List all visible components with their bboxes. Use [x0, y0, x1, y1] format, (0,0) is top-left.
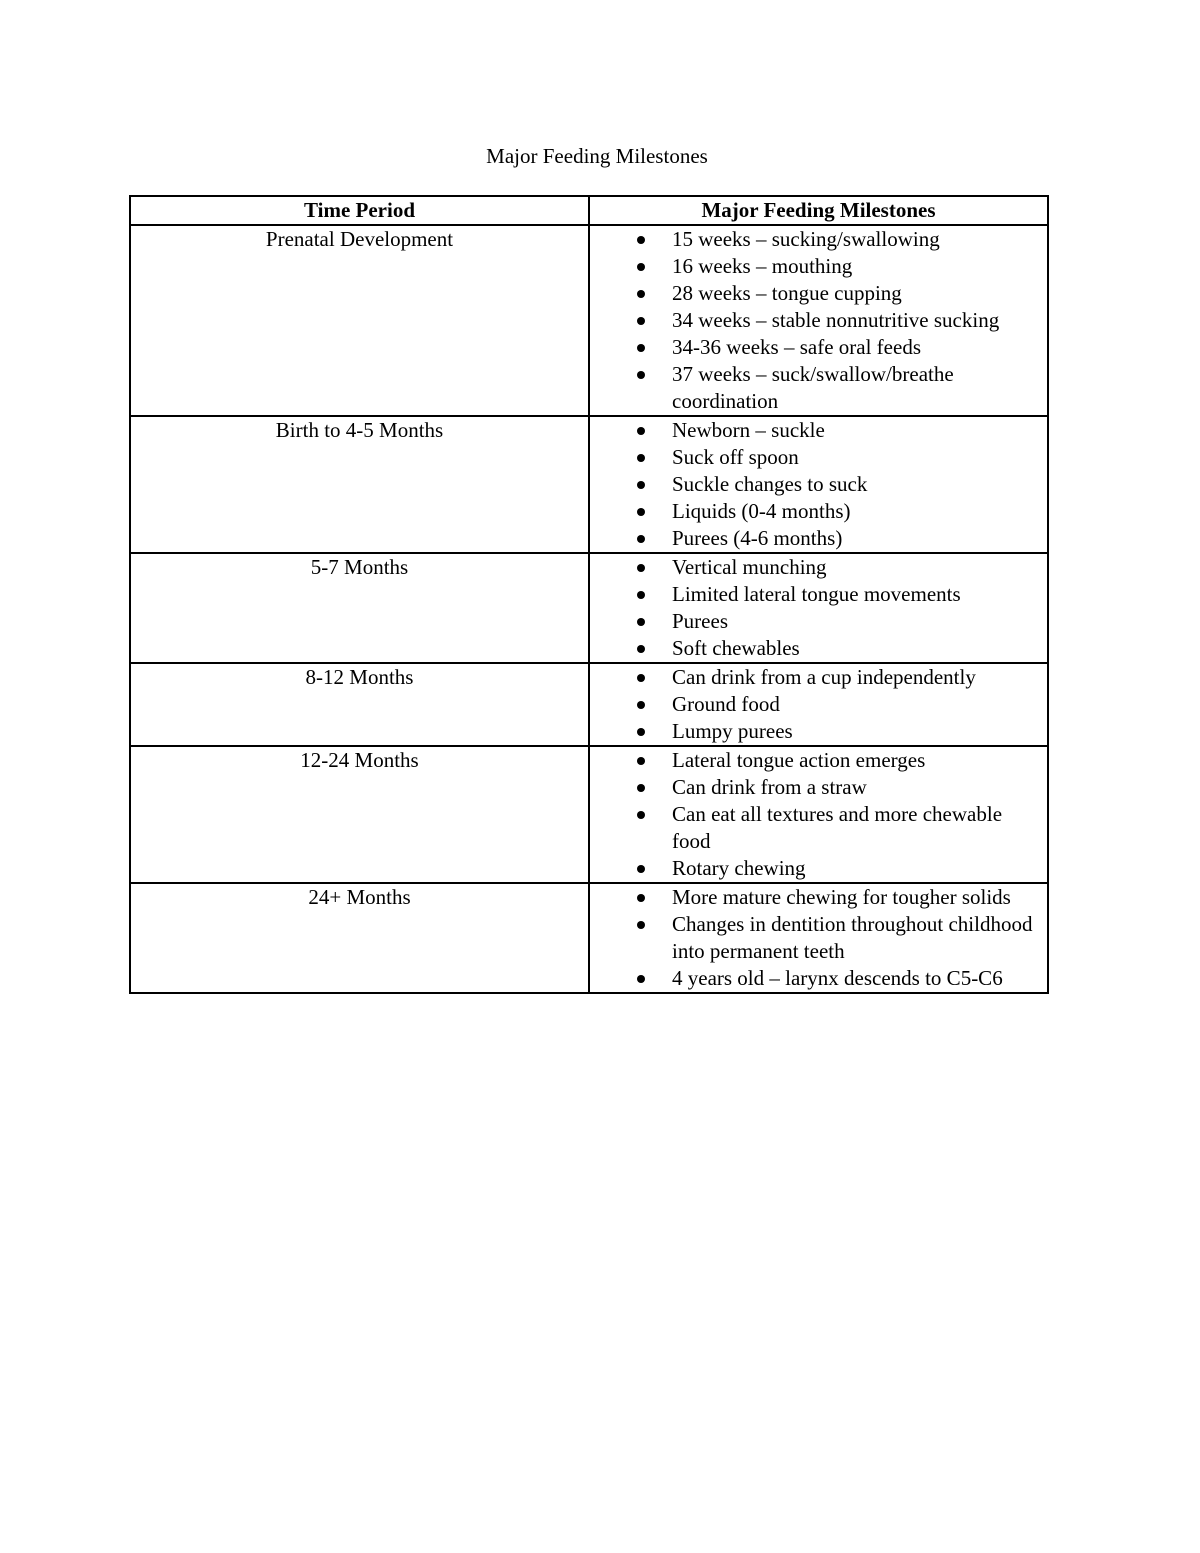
milestone-text: Lateral tongue action emerges [672, 748, 926, 772]
milestones-cell [589, 225, 1048, 416]
milestone-text: 4 years old – larynx descends to C5-C6 [672, 966, 1003, 990]
time-period-cell: 24+ Months [130, 883, 589, 993]
milestone-item [590, 581, 1039, 608]
bullet-icon [637, 674, 645, 682]
bullet-icon [637, 975, 645, 983]
milestone-text: Soft chewables [672, 636, 800, 660]
milestone-text: 37 weeks – suck/swallow/breathe coordination [672, 362, 954, 413]
time-period-cell: 5-7 Months [130, 553, 589, 663]
milestone-item [590, 554, 1039, 581]
milestone-text: Rotary chewing [672, 856, 806, 880]
bullet-icon [637, 371, 645, 379]
feeding-milestones-table [129, 195, 1049, 994]
milestone-item [590, 253, 1039, 280]
bullet-icon [637, 757, 645, 765]
milestone-item [590, 498, 1039, 525]
milestone-item [590, 334, 1039, 361]
milestone-item [590, 774, 1039, 801]
bullet-icon [637, 427, 645, 435]
milestone-item [590, 471, 1039, 498]
milestone-item [590, 801, 1039, 855]
bullet-icon [637, 236, 645, 244]
milestone-list [590, 226, 1039, 415]
milestone-item [590, 417, 1039, 444]
header-major-feeding-milestones: Major Feeding Milestones [589, 196, 1048, 225]
time-period-cell: 12-24 Months [130, 746, 589, 883]
bullet-icon [637, 645, 645, 653]
milestone-item [590, 965, 1039, 992]
milestone-text: Ground food [672, 692, 780, 716]
bullet-icon [637, 290, 645, 298]
table-header-row [130, 196, 1048, 225]
bullet-icon [637, 481, 645, 489]
milestone-item [590, 280, 1039, 307]
milestone-item [590, 226, 1039, 253]
bullet-icon [637, 564, 645, 572]
bullet-icon [637, 344, 645, 352]
table-row [130, 416, 1048, 553]
milestone-text: Can drink from a straw [672, 775, 867, 799]
bullet-icon [637, 263, 645, 271]
table-row [130, 553, 1048, 663]
header-time-period: Time Period [130, 196, 589, 225]
bullet-icon [637, 701, 645, 709]
milestone-item [590, 664, 1039, 691]
milestone-text: Suck off spoon [672, 445, 799, 469]
bullet-icon [637, 508, 645, 516]
bullet-icon [637, 454, 645, 462]
table-row [130, 663, 1048, 746]
bullet-icon [637, 865, 645, 873]
document-title: Major Feeding Milestones [486, 144, 708, 168]
milestone-text: Lumpy purees [672, 719, 793, 743]
milestone-text: 15 weeks – sucking/swallowing [672, 227, 940, 251]
milestone-text: Can drink from a cup independently [672, 665, 976, 689]
milestone-item [590, 884, 1039, 911]
milestone-text: Suckle changes to suck [672, 472, 868, 496]
milestone-text: Can eat all textures and more chewable food [672, 802, 1003, 853]
bullet-icon [637, 728, 645, 736]
milestone-item [590, 361, 1039, 415]
bullet-icon [637, 591, 645, 599]
milestone-text: Changes in dentition throughout childhood into permanent teeth [672, 912, 1033, 963]
bullet-icon [637, 894, 645, 902]
bullet-icon [637, 921, 645, 929]
milestone-list [590, 747, 1039, 882]
milestone-text: 34 weeks – stable nonnutritive sucking [672, 308, 1000, 332]
milestone-text: 34-36 weeks – safe oral feeds [672, 335, 921, 359]
milestone-item [590, 718, 1039, 745]
bullet-icon [637, 535, 645, 543]
milestone-item [590, 855, 1039, 882]
milestone-item [590, 691, 1039, 718]
milestone-item [590, 608, 1039, 635]
milestone-item [590, 307, 1039, 334]
milestone-list [590, 417, 1039, 552]
milestones-cell [589, 553, 1048, 663]
milestone-text: Purees (4-6 months) [672, 526, 843, 550]
bullet-icon [637, 811, 645, 819]
milestone-item [590, 525, 1039, 552]
milestone-text: Vertical munching [672, 555, 827, 579]
milestones-cell [589, 663, 1048, 746]
milestone-text: 28 weeks – tongue cupping [672, 281, 902, 305]
milestone-text: More mature chewing for tougher solids [672, 885, 1011, 909]
table-row [130, 746, 1048, 883]
milestones-cell [589, 416, 1048, 553]
milestone-item [590, 635, 1039, 662]
milestone-item [590, 747, 1039, 774]
milestone-item [590, 911, 1039, 965]
milestone-list [590, 664, 1039, 745]
table-row [130, 225, 1048, 416]
milestone-list [590, 554, 1039, 662]
bullet-icon [637, 317, 645, 325]
time-period-cell: 8-12 Months [130, 663, 589, 746]
milestone-text: Purees [672, 609, 728, 633]
time-period-cell: Prenatal Development [130, 225, 589, 416]
milestone-text: 16 weeks – mouthing [672, 254, 853, 278]
table-row [130, 883, 1048, 993]
bullet-icon [637, 618, 645, 626]
milestones-cell [589, 746, 1048, 883]
milestone-text: Limited lateral tongue movements [672, 582, 961, 606]
time-period-cell: Birth to 4-5 Months [130, 416, 589, 553]
milestone-item [590, 444, 1039, 471]
milestones-cell [589, 883, 1048, 993]
bullet-icon [637, 784, 645, 792]
table-body [130, 225, 1048, 993]
milestone-text: Liquids (0-4 months) [672, 499, 851, 523]
milestone-text: Newborn – suckle [672, 418, 825, 442]
milestone-list [590, 884, 1039, 992]
